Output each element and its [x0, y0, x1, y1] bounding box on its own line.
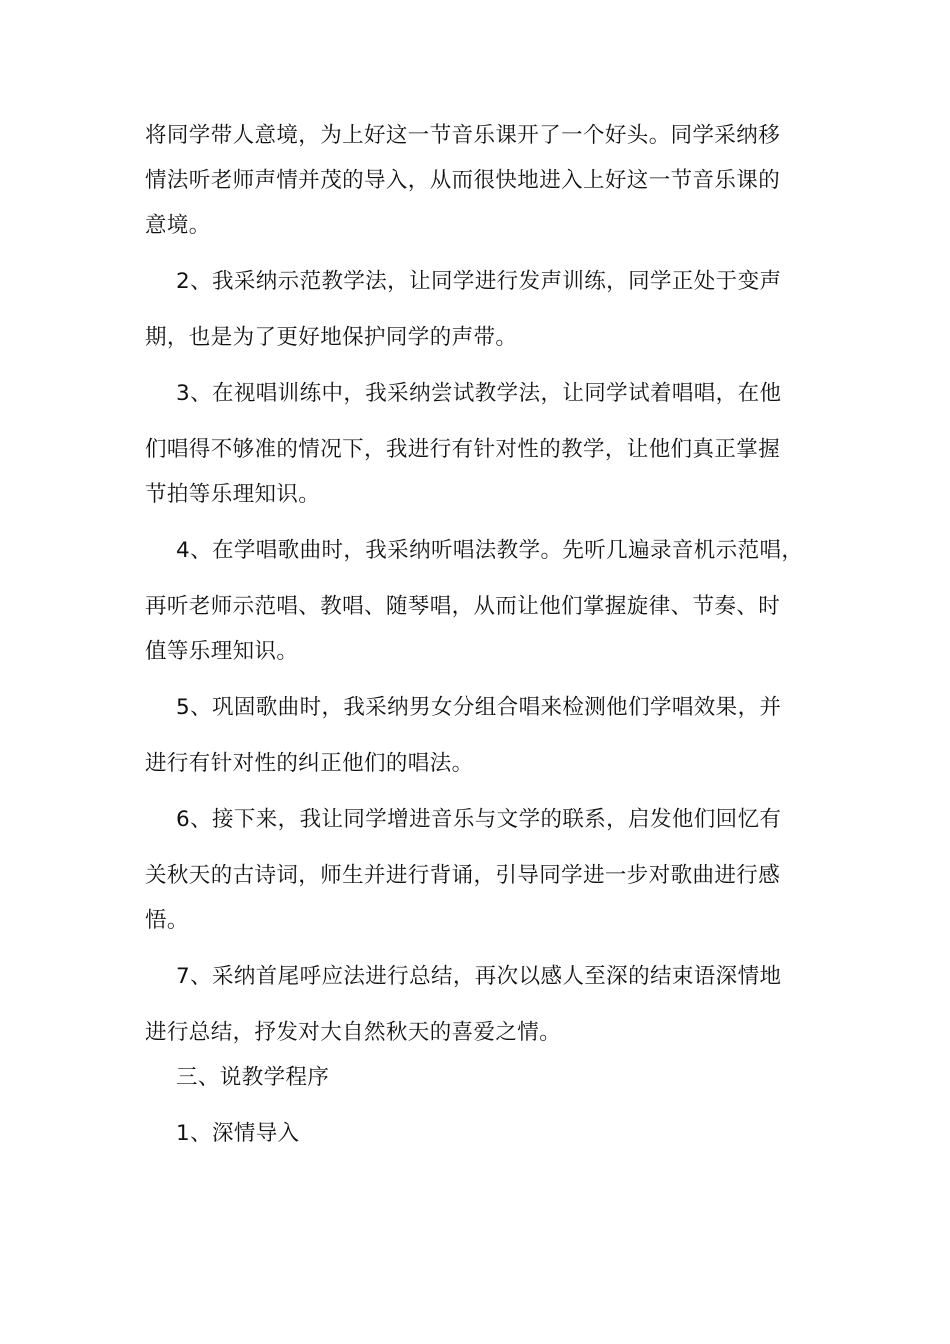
text-line: 意境。 — [145, 213, 211, 238]
text-line: 5、巩固歌曲时，我采纳男女分组合唱来检测他们学唱效果，并 — [176, 695, 782, 720]
text-line: 6、接下来，我让同学增进音乐与文学的联系，启发他们回忆有 — [176, 807, 782, 832]
section-heading: 三、说教学程序 — [176, 1065, 330, 1090]
text-line: 关秋天的古诗词，师生并进行背诵，引导同学进一步对歌曲进行感 — [145, 863, 781, 888]
text-line: 7、采纳首尾呼应法进行总结，再次以感人至深的结束语深情地 — [176, 964, 782, 989]
text-line: 悟。 — [145, 908, 189, 933]
text-line: 值等乐理知识。 — [145, 639, 299, 664]
text-line: 们唱得不够准的情况下，我进行有针对性的教学，让他们真正掌握 — [145, 437, 781, 462]
text-line: 情法听老师声情并茂的导入，从而很快地进入上好这一节音乐课的 — [145, 168, 781, 193]
text-line: 节拍等乐理知识。 — [145, 482, 321, 507]
text-line: 进行有针对性的纠正他们的唱法。 — [145, 751, 474, 776]
text-line: 3、在视唱训练中，我采纳尝试教学法，让同学试着唱唱，在他 — [176, 381, 782, 406]
text-line: 进行总结，抒发对大自然秋天的喜爱之情。 — [145, 1020, 562, 1045]
text-line: 再听老师示范唱、教唱、随琴唱，从而让他们掌握旋律、节奏、时 — [145, 594, 781, 619]
text-line: 2、我采纳示范教学法，让同学进行发声训练，同学正处于变声 — [176, 269, 782, 294]
subsection-heading: 1、深情导入 — [176, 1121, 300, 1146]
text-line: 将同学带人意境，为上好这一节音乐课开了一个好头。同学采纳移 — [145, 123, 781, 148]
text-line: 4、在学唱歌曲时，我采纳听唱法教学。先听几遍录音机示范唱， — [176, 538, 804, 563]
text-line: 期，也是为了更好地保护同学的声带。 — [145, 325, 518, 350]
